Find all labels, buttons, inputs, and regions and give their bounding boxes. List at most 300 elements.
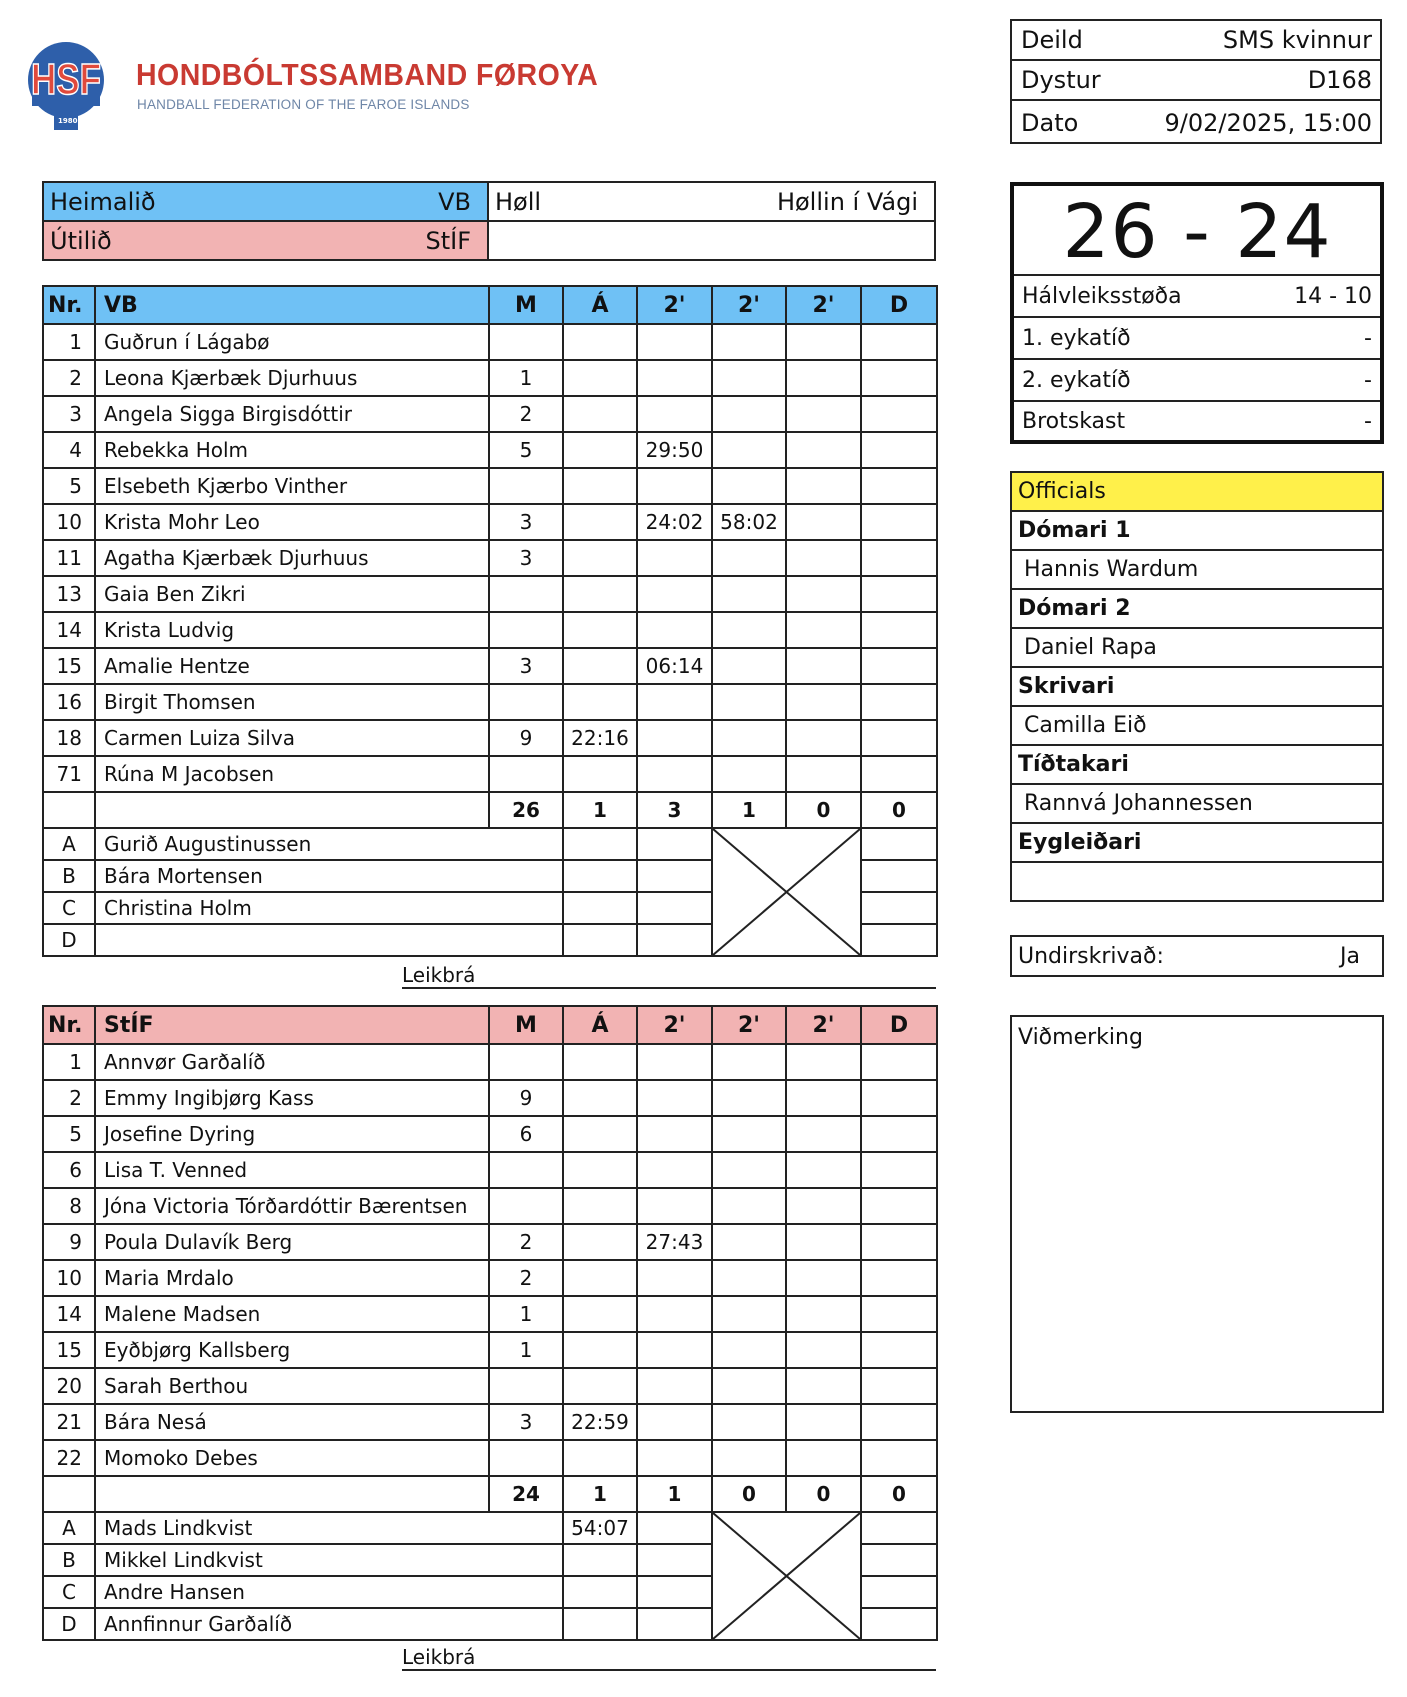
player-suspension-2: [712, 1260, 786, 1296]
team-official-name: Andre Hansen: [95, 1576, 563, 1608]
player-disqualification: [861, 1260, 937, 1296]
player-goals: 9: [489, 720, 563, 756]
col-2min-1: 2': [637, 286, 712, 324]
player-number: 1: [43, 324, 95, 360]
player-warning: [563, 648, 637, 684]
venue-label: Høll: [495, 187, 542, 216]
player-number: 10: [43, 1260, 95, 1296]
player-name: Eyðbjørg Kallsberg: [95, 1332, 489, 1368]
player-row: [43, 1296, 937, 1332]
player-suspension-3: [786, 1404, 861, 1440]
player-suspension-1: 24:02: [637, 504, 712, 540]
team-official-suspension: [637, 1544, 712, 1576]
player-goals: 2: [489, 1224, 563, 1260]
player-warning: [563, 1332, 637, 1368]
player-goals: [489, 1368, 563, 1404]
player-warning: [563, 504, 637, 540]
player-suspension-2: [712, 576, 786, 612]
player-name: Agatha Kjærbæk Djurhuus: [95, 540, 489, 576]
team-official-name: Annfinnur Garðalíð: [95, 1608, 563, 1640]
signed-value: Ja: [1340, 943, 1360, 969]
team-official-suspension: [637, 1608, 712, 1640]
player-disqualification: [861, 504, 937, 540]
player-warning: [563, 612, 637, 648]
player-suspension-2: [712, 756, 786, 792]
info-value: 9/02/2025, 15:00: [1164, 108, 1372, 137]
player-suspension-1: [637, 468, 712, 504]
player-suspension-2: [712, 540, 786, 576]
col-goals: M: [489, 286, 563, 324]
player-suspension-3: [786, 576, 861, 612]
total-warnings: 1: [563, 792, 637, 828]
player-name: Poula Dulavík Berg: [95, 1224, 489, 1260]
player-suspension-3: [786, 468, 861, 504]
away-code: StÍF: [425, 226, 471, 255]
player-warning: [563, 1440, 637, 1476]
score-row-extra1: [1014, 318, 1380, 360]
player-warning: [563, 1260, 637, 1296]
player-warning: [563, 756, 637, 792]
player-warning: [563, 432, 637, 468]
player-row: [43, 468, 937, 504]
player-goals: 1: [489, 1332, 563, 1368]
col-2min-3: 2': [786, 1006, 861, 1044]
col-nr: Nr.: [43, 1006, 95, 1044]
info-value: SMS kvinnur: [1222, 26, 1372, 54]
col-warning: Á: [563, 286, 637, 324]
player-suspension-3: [786, 396, 861, 432]
player-disqualification: [861, 360, 937, 396]
player-suspension-2: 58:02: [712, 504, 786, 540]
team-official-suspension: [637, 924, 712, 956]
player-warning: [563, 1188, 637, 1224]
player-suspension-1: [637, 576, 712, 612]
total-suspension-3: 0: [786, 1476, 861, 1512]
player-goals: [489, 324, 563, 360]
player-suspension-3: [786, 720, 861, 756]
player-number: 9: [43, 1224, 95, 1260]
player-suspension-1: [637, 1116, 712, 1152]
home-team-row: [44, 183, 489, 222]
player-warning: [563, 468, 637, 504]
player-name: Momoko Debes: [95, 1440, 489, 1476]
score-row-penalties: [1014, 402, 1380, 440]
official-role: Skrivari: [1012, 668, 1382, 707]
player-disqualification: [861, 1044, 937, 1080]
table-header-row: [43, 286, 937, 324]
player-warning: [563, 684, 637, 720]
player-name: Guðrun í Lágabø: [95, 324, 489, 360]
col-2min-2: 2': [712, 286, 786, 324]
player-row: [43, 1152, 937, 1188]
totals-empty: [95, 792, 489, 828]
total-suspension-1: 1: [637, 1476, 712, 1512]
crossed-out-cell: [712, 1512, 861, 1640]
player-name: Josefine Dyring: [95, 1116, 489, 1152]
player-disqualification: [861, 1080, 937, 1116]
team-official-name: Bára Mortensen: [95, 860, 563, 892]
official-role: Tíðtakari: [1012, 746, 1382, 785]
player-suspension-3: [786, 1080, 861, 1116]
team-official-row: [43, 1512, 937, 1544]
player-suspension-1: [637, 1296, 712, 1332]
total-goals: 26: [489, 792, 563, 828]
player-number: 1: [43, 1044, 95, 1080]
player-name: Krista Mohr Leo: [95, 504, 489, 540]
official-name: Rannvá Johannessen: [1012, 785, 1382, 824]
player-name: Lisa T. Venned: [95, 1152, 489, 1188]
player-name: Maria Mrdalo: [95, 1260, 489, 1296]
player-goals: [489, 684, 563, 720]
crossed-out-cell: [712, 828, 861, 956]
player-name: Krista Ludvig: [95, 612, 489, 648]
player-row: [43, 1080, 937, 1116]
team-official-disqualification: [861, 1576, 937, 1608]
player-suspension-1: [637, 324, 712, 360]
player-suspension-3: [786, 360, 861, 396]
match-info-box: [1010, 19, 1382, 144]
player-goals: [489, 1044, 563, 1080]
total-warnings: 1: [563, 1476, 637, 1512]
team-official-warning: [563, 1576, 637, 1608]
player-suspension-2: [712, 468, 786, 504]
player-name: Rebekka Holm: [95, 432, 489, 468]
player-suspension-3: [786, 1152, 861, 1188]
player-row: [43, 756, 937, 792]
player-disqualification: [861, 612, 937, 648]
player-warning: [563, 576, 637, 612]
col-warning: Á: [563, 1006, 637, 1044]
player-suspension-1: [637, 540, 712, 576]
team-official-name: Christina Holm: [95, 892, 563, 924]
official-name: Daniel Rapa: [1012, 629, 1382, 668]
player-goals: [489, 1152, 563, 1188]
player-warning: [563, 1044, 637, 1080]
score-label: 2. eykatíð: [1022, 367, 1131, 393]
player-suspension-1: [637, 1080, 712, 1116]
player-suspension-3: [786, 540, 861, 576]
team-official-warning: [563, 892, 637, 924]
player-goals: 3: [489, 540, 563, 576]
team-official-suspension: [637, 860, 712, 892]
player-disqualification: [861, 720, 937, 756]
player-suspension-1: [637, 1332, 712, 1368]
player-row: [43, 504, 937, 540]
player-warning: [563, 540, 637, 576]
player-disqualification: [861, 396, 937, 432]
official-name: Camilla Eið: [1012, 707, 1382, 746]
player-warning: [563, 396, 637, 432]
info-label: Deild: [1021, 26, 1083, 54]
team-official-letter: B: [43, 1544, 95, 1576]
total-suspension-2: 1: [712, 792, 786, 828]
player-goals: [489, 612, 563, 648]
player-goals: [489, 1440, 563, 1476]
player-suspension-3: [786, 1116, 861, 1152]
player-row: [43, 1332, 937, 1368]
player-name: Annvør Garðalíð: [95, 1044, 489, 1080]
player-suspension-3: [786, 1260, 861, 1296]
player-warning: [563, 1368, 637, 1404]
logo-subtitle: HANDBALL FEDERATION OF THE FAROE ISLANDS: [137, 97, 470, 112]
team-official-disqualification: [861, 1512, 937, 1544]
teams-box: [42, 181, 936, 261]
player-warning: [563, 1296, 637, 1332]
official-role: Dómari 2: [1012, 590, 1382, 629]
player-disqualification: [861, 1332, 937, 1368]
info-label: Dato: [1021, 108, 1079, 137]
player-suspension-2: [712, 360, 786, 396]
col-team: VB: [95, 286, 489, 324]
player-name: Gaia Ben Zikri: [95, 576, 489, 612]
home-leikbra-label: Leikbrá: [402, 963, 476, 987]
score-box: [1010, 182, 1384, 444]
officials-box: [1010, 471, 1384, 902]
player-suspension-3: [786, 1332, 861, 1368]
player-suspension-1: [637, 720, 712, 756]
player-name: Birgit Thomsen: [95, 684, 489, 720]
info-row-division: [1012, 21, 1380, 61]
official-name: Hannis Wardum: [1012, 551, 1382, 590]
home-player-table: [42, 285, 938, 957]
signed-row: [1010, 935, 1384, 977]
team-official-suspension: [637, 892, 712, 924]
player-goals: [489, 756, 563, 792]
player-disqualification: [861, 1116, 937, 1152]
player-disqualification: [861, 576, 937, 612]
player-disqualification: [861, 1224, 937, 1260]
player-name: Elsebeth Kjærbo Vinther: [95, 468, 489, 504]
player-row: [43, 360, 937, 396]
player-name: Amalie Hentze: [95, 648, 489, 684]
player-suspension-3: [786, 1224, 861, 1260]
score-value: 14 - 10: [1294, 283, 1372, 309]
venue-value: Høllin í Vági: [776, 187, 918, 216]
player-goals: [489, 576, 563, 612]
player-number: 10: [43, 504, 95, 540]
player-suspension-2: [712, 684, 786, 720]
player-suspension-3: [786, 504, 861, 540]
venue-row: [489, 183, 934, 222]
player-number: 5: [43, 1116, 95, 1152]
player-suspension-3: [786, 1188, 861, 1224]
player-row: [43, 1116, 937, 1152]
player-name: Malene Madsen: [95, 1296, 489, 1332]
player-suspension-3: [786, 432, 861, 468]
home-code: VB: [438, 187, 471, 216]
score-value: -: [1364, 325, 1372, 351]
col-2min-2: 2': [712, 1006, 786, 1044]
player-row: [43, 1440, 937, 1476]
team-official-suspension: [637, 1512, 712, 1544]
player-number: 8: [43, 1188, 95, 1224]
player-row: [43, 1044, 937, 1080]
player-disqualification: [861, 1296, 937, 1332]
home-label: Heimalið: [50, 187, 156, 216]
player-suspension-2: [712, 1368, 786, 1404]
player-row: [43, 1260, 937, 1296]
player-disqualification: [861, 1152, 937, 1188]
away-player-table: [42, 1005, 938, 1641]
player-row: [43, 324, 937, 360]
team-official-disqualification: [861, 828, 937, 860]
total-disqualifications: 0: [861, 792, 937, 828]
player-suspension-3: [786, 1296, 861, 1332]
total-goals: 24: [489, 1476, 563, 1512]
player-suspension-2: [712, 432, 786, 468]
player-suspension-1: [637, 360, 712, 396]
player-suspension-1: [637, 1368, 712, 1404]
player-suspension-3: [786, 612, 861, 648]
player-goals: 6: [489, 1116, 563, 1152]
team-official-letter: B: [43, 860, 95, 892]
team-official-row: [43, 828, 937, 860]
player-suspension-2: [712, 648, 786, 684]
total-disqualifications: 0: [861, 1476, 937, 1512]
player-suspension-1: [637, 1044, 712, 1080]
player-disqualification: [861, 540, 937, 576]
player-goals: [489, 468, 563, 504]
player-number: 71: [43, 756, 95, 792]
player-disqualification: [861, 1404, 937, 1440]
signed-label: Undirskrivað:: [1018, 943, 1164, 969]
player-row: [43, 1368, 937, 1404]
team-official-suspension: [637, 1576, 712, 1608]
official-role: Eygleiðari: [1012, 824, 1382, 863]
player-number: 15: [43, 1332, 95, 1368]
col-nr: Nr.: [43, 286, 95, 324]
federation-logo: [26, 32, 599, 142]
player-number: 18: [43, 720, 95, 756]
away-leikbra-line: [402, 1669, 936, 1671]
player-disqualification: [861, 324, 937, 360]
player-row: [43, 684, 937, 720]
player-suspension-1: 06:14: [637, 648, 712, 684]
player-number: 5: [43, 468, 95, 504]
logo-year: 1980: [58, 117, 78, 125]
score-label: Brotskast: [1022, 408, 1126, 434]
player-number: 2: [43, 1080, 95, 1116]
player-number: 11: [43, 540, 95, 576]
player-goals: 9: [489, 1080, 563, 1116]
player-suspension-3: [786, 1368, 861, 1404]
player-number: 14: [43, 1296, 95, 1332]
player-name: Sarah Berthou: [95, 1368, 489, 1404]
player-row: [43, 396, 937, 432]
team-official-warning: 54:07: [563, 1512, 637, 1544]
player-number: 2: [43, 360, 95, 396]
team-official-warning: [563, 1608, 637, 1640]
player-suspension-1: [637, 396, 712, 432]
player-number: 14: [43, 612, 95, 648]
score-label: 1. eykatíð: [1022, 325, 1131, 351]
player-suspension-3: [786, 684, 861, 720]
player-number: 21: [43, 1404, 95, 1440]
player-suspension-2: [712, 1188, 786, 1224]
player-suspension-3: [786, 648, 861, 684]
player-row: [43, 432, 937, 468]
officials-header: Officials: [1012, 473, 1382, 512]
player-row: [43, 720, 937, 756]
score-label: Hálvleiksstøða: [1022, 283, 1182, 309]
team-official-disqualification: [861, 924, 937, 956]
player-number: 16: [43, 684, 95, 720]
player-suspension-3: [786, 324, 861, 360]
team-official-disqualification: [861, 892, 937, 924]
player-number: 3: [43, 396, 95, 432]
player-suspension-1: [637, 612, 712, 648]
cross-out-icon: [713, 829, 860, 955]
player-suspension-2: [712, 1116, 786, 1152]
totals-row: [43, 1476, 937, 1512]
totals-empty: [43, 792, 95, 828]
player-disqualification: [861, 1440, 937, 1476]
player-suspension-1: [637, 1260, 712, 1296]
team-official-disqualification: [861, 1608, 937, 1640]
player-goals: 1: [489, 1296, 563, 1332]
home-leikbra-line: [402, 987, 936, 989]
player-name: Angela Sigga Birgisdóttir: [95, 396, 489, 432]
player-disqualification: [861, 684, 937, 720]
player-warning: [563, 1080, 637, 1116]
player-row: [43, 1404, 937, 1440]
player-suspension-2: [712, 1080, 786, 1116]
player-disqualification: [861, 756, 937, 792]
player-row: [43, 1188, 937, 1224]
team-official-letter: C: [43, 1576, 95, 1608]
col-disq: D: [861, 1006, 937, 1044]
player-name: Jóna Victoria Tórðardóttir Bærentsen: [95, 1188, 489, 1224]
team-official-name: Gurið Augustinussen: [95, 828, 563, 860]
team-official-name: Mads Lindkvist: [95, 1512, 563, 1544]
player-goals: 3: [489, 648, 563, 684]
player-number: 15: [43, 648, 95, 684]
player-number: 4: [43, 432, 95, 468]
remark-box: [1010, 1015, 1384, 1413]
player-disqualification: [861, 468, 937, 504]
player-suspension-2: [712, 1332, 786, 1368]
player-disqualification: [861, 432, 937, 468]
player-suspension-1: [637, 756, 712, 792]
player-warning: [563, 324, 637, 360]
player-row: [43, 648, 937, 684]
player-number: 6: [43, 1152, 95, 1188]
team-official-warning: [563, 924, 637, 956]
info-row-date: [1012, 101, 1380, 144]
player-warning: 22:59: [563, 1404, 637, 1440]
away-team-row: [44, 222, 489, 259]
player-suspension-3: [786, 1440, 861, 1476]
team-official-letter: A: [43, 828, 95, 860]
player-suspension-2: [712, 612, 786, 648]
col-2min-1: 2': [637, 1006, 712, 1044]
player-suspension-1: 29:50: [637, 432, 712, 468]
team-official-suspension: [637, 828, 712, 860]
player-suspension-2: [712, 396, 786, 432]
team-official-letter: C: [43, 892, 95, 924]
player-suspension-1: [637, 1152, 712, 1188]
player-goals: 2: [489, 396, 563, 432]
player-suspension-3: [786, 1044, 861, 1080]
player-suspension-1: [637, 1188, 712, 1224]
col-team: StÍF: [95, 1006, 489, 1044]
player-suspension-2: [712, 324, 786, 360]
player-suspension-2: [712, 1044, 786, 1080]
info-row-match: [1012, 61, 1380, 101]
score-value: -: [1364, 367, 1372, 393]
col-2min-3: 2': [786, 286, 861, 324]
player-suspension-2: [712, 1440, 786, 1476]
